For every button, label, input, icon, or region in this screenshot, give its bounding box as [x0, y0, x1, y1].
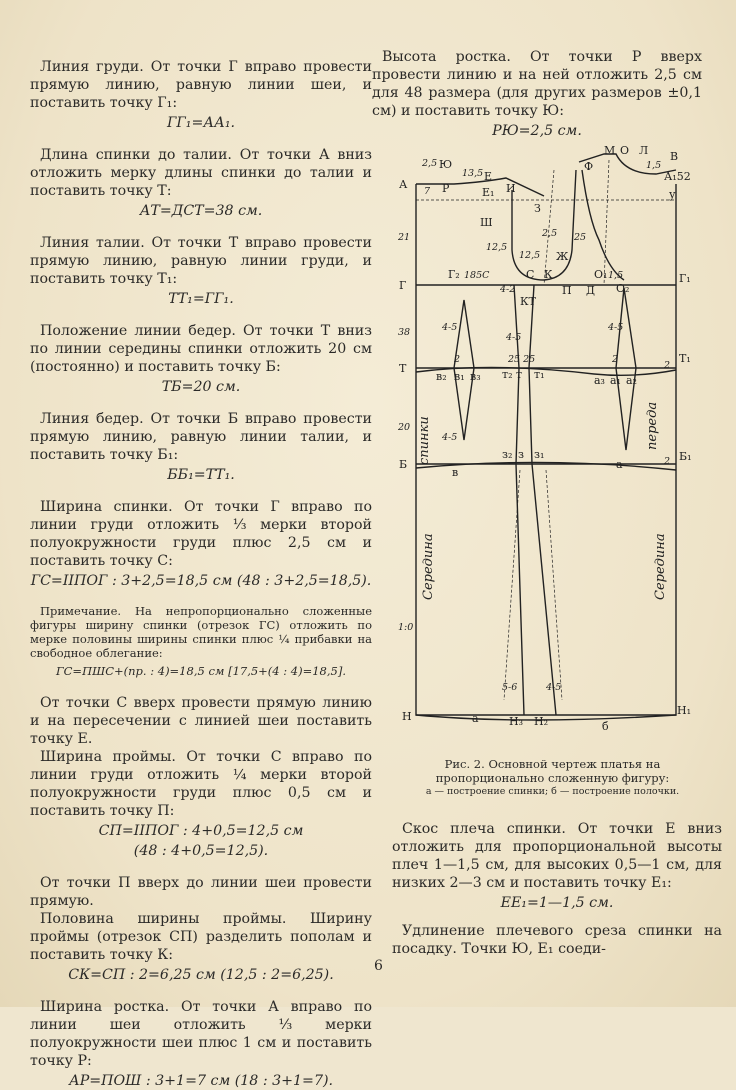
dimension-label: 4-5: [442, 432, 458, 443]
pattern-label: Б₁: [679, 450, 692, 463]
caption-legend: а — построение спинки; б — построение полочки.: [425, 786, 680, 797]
page-number: 6: [374, 958, 383, 974]
dimension-label: 4-5: [608, 322, 624, 333]
formula: ТБ=20 см.: [161, 379, 241, 395]
dimension-label: 2: [664, 456, 671, 467]
pattern-label: М: [604, 144, 616, 157]
pattern-label: в₃: [470, 370, 481, 383]
pattern-label: Г: [399, 279, 407, 292]
pattern-label: в₁: [454, 370, 465, 383]
dimension-label: 2: [454, 354, 461, 365]
formula: (48 : 4+0,5=12,5).: [133, 843, 269, 859]
pattern-label: в: [452, 466, 459, 479]
pattern-label: О₂: [616, 282, 630, 295]
pattern-label: Н₃: [509, 715, 524, 728]
formula: РЮ=2,5 см.: [492, 123, 582, 139]
pattern-label: КТ: [520, 295, 536, 308]
pattern-label: В: [670, 150, 679, 163]
pattern-label: з₁: [534, 448, 545, 461]
note-paragraph: Примечание. На непропорционально сложенные фигуры ширину спинки (отрезок ГС) отложить по мерке половины ширины спинки плюс ¼ прибавки на свободное облегание:: [30, 604, 372, 660]
paragraph-back-width: Ширина спинки. От точки Г вправо по линии груди отложить ⅓ мерки второй полуокружности груди плюс 2,5 см и поставить точку С:: [30, 499, 372, 569]
pattern-label: Н₂: [534, 715, 549, 728]
pattern-label: т: [516, 368, 523, 381]
pattern-label: з: [518, 448, 524, 461]
dimension-label: 1,5: [608, 270, 624, 281]
dimension-label: 4-5: [442, 322, 458, 333]
pattern-label: О: [620, 144, 630, 157]
formula: СК=СП : 2=6,25 см (12,5 : 2=6,25).: [68, 967, 334, 983]
caption-title: Рис. 2. Основной чертеж платья на пропорционально сложенную фигуру:: [435, 757, 670, 785]
pattern-label: З: [534, 202, 541, 215]
pattern-label: в₂: [436, 370, 447, 383]
pattern-label: а₁: [610, 374, 621, 387]
pattern-label: т₁: [534, 368, 545, 381]
dimension-label: 1:0: [398, 622, 414, 633]
paragraph-shoulder-slope: Скос плеча спинки. От точки Е вниз отложить для пропорциональной высоты плеч 1—1,5 см, для высоких 0,5—1 см, для низких 2—3 см и поставить точку Е₁:: [392, 821, 722, 891]
dimension-label: 4-5: [546, 682, 562, 693]
formula: АР=ПОШ : 3+1=7 см (18 : 3+1=7).: [68, 1073, 334, 1089]
note-formula: ГС=ПШС+(пр. : 4)=18,5 см [17,5+(4 : 4)=18,5].: [56, 664, 346, 678]
pattern-drawing: [394, 140, 694, 740]
pattern-label: б: [602, 720, 609, 733]
pattern-outline: [416, 184, 676, 715]
pattern-label: С: [526, 268, 535, 281]
dimension-label: 20: [398, 422, 411, 433]
dimension-label: 5-6: [502, 682, 518, 693]
pattern-label: К: [544, 268, 553, 281]
pattern-label: Р: [442, 182, 450, 195]
pattern-label: О₁: [594, 268, 608, 281]
paragraph-point-p: От точки П вверх до линии шеи провести прямую.: [30, 875, 372, 909]
pattern-label: Т: [399, 362, 407, 375]
pattern-label: Е₁: [482, 186, 495, 199]
pattern-label: т₂: [502, 368, 513, 381]
formula: ББ₁=ТТ₁.: [167, 467, 235, 483]
pattern-label: Б: [399, 458, 408, 471]
pattern-label: Ю: [439, 158, 453, 171]
label-center-front: Середина: [653, 533, 668, 600]
dimension-label: 4-5: [506, 332, 522, 343]
pattern-label: а: [472, 712, 479, 725]
label-front: переда: [645, 401, 660, 450]
dimension-label: 7: [424, 186, 431, 197]
pattern-label: Г₂: [448, 268, 460, 281]
paragraph-armhole-width: Ширина проймы. От точки С вправо по линии груди отложить ¼ мерки второй полуокружности груди плюс 0,5 см и поставить точку П:: [30, 749, 372, 819]
pattern-label: Г₁: [679, 272, 691, 285]
pattern-label: Т₁: [679, 352, 691, 365]
paragraph-chest-line: Линия груди. От точки Г вправо провести прямую линию, равную линии шеи, и поставить точку Г₁:: [30, 59, 372, 111]
dimension-label: 25 25: [508, 354, 536, 365]
left-column: [30, 58, 372, 1090]
formula: ГС=IIПОГ : 3+2,5=18,5 см (48 : 3+2,5=18,5).: [30, 573, 372, 589]
pattern-label: Е: [484, 170, 493, 183]
paragraph-hip-line: Линия бедер. От точки Б вправо провести прямую линию, равную линии талии, и поставить точку Б₁:: [30, 411, 372, 463]
pattern-label: А: [399, 178, 408, 191]
pattern-label: Ф: [584, 160, 594, 173]
figure-caption: [400, 757, 705, 798]
pattern-label: Ж: [556, 250, 569, 263]
dimension-label: 38: [398, 327, 411, 338]
pattern-label: И: [506, 182, 516, 195]
formula: АТ=ДСТ=38 см.: [139, 203, 263, 219]
pattern-label: П: [562, 284, 572, 297]
formula: ТТ₁=ГГ₁.: [168, 291, 234, 307]
pattern-label: а₃: [594, 374, 605, 387]
pattern-label: Н: [402, 710, 412, 723]
paragraph-neck-height: Высота ростка. От точки Р вверх провести линию и на ней отложить 2,5 см для 48 размера (для других размеров ±0,1 см) и поставить точку Ю:: [372, 49, 702, 119]
right-column-bottom: [392, 820, 722, 958]
pattern-label: Ш: [480, 216, 493, 229]
pattern-label: а: [616, 458, 623, 471]
paragraph-shoulder-ease: Удлинение плечевого среза спинки на посадку. Точки Ю, Е₁ соеди-: [392, 923, 722, 957]
formula: ГГ₁=АА₁.: [166, 115, 236, 131]
paragraph-point-e: От точки С вверх провести прямую линию и на пересечении с линией шеи поставить точку Е.: [30, 695, 372, 747]
paragraph-hip-position: Положение линии бедер. От точки Т вниз по линии середины спинки отложить 20 см (постоянно) и поставить точку Б:: [30, 323, 372, 375]
paragraph-half-armhole: Половина ширины проймы. Ширину проймы (отрезок СП) разделить пополам и поставить точку К:: [30, 911, 372, 963]
pattern-label: з₂: [502, 448, 513, 461]
paragraph-back-length: Длина спинки до талии. От точки А вниз отложить мерку длины спинки до талии и поставить точку Т:: [30, 147, 372, 199]
pattern-label: у: [669, 188, 676, 201]
dimension-label: 2,5: [542, 228, 558, 239]
pattern-label: Н₁: [677, 704, 692, 717]
right-column-top: [372, 48, 702, 140]
pattern-label: Д: [586, 284, 595, 297]
formula: СП=IIПОГ : 4+0,5=12,5 см: [98, 823, 304, 839]
dimension-label: 25: [574, 232, 587, 243]
paragraph-neck-width: Ширина ростка. От точки А вправо по линии шеи отложить ⅓ мерки полуокружности шеи плюс 1 см и поставить точку Р:: [30, 999, 372, 1069]
label-back: спинки: [417, 416, 432, 465]
dimension-label: 13,5: [462, 168, 484, 179]
dimension-label: 12,5: [519, 250, 541, 261]
dimension-label: 1,5: [646, 160, 662, 171]
dimension-label: 185С: [464, 270, 490, 281]
dimension-label: 2: [612, 354, 619, 365]
label-center-back: Середина: [421, 533, 436, 600]
paragraph-waist-line: Линия талии. От точки Т вправо провести прямую линию, равную линии груди, и поставить точку Т₁:: [30, 235, 372, 287]
dimension-label: 12,5: [486, 242, 508, 253]
pattern-label: А₁52: [664, 170, 691, 183]
dimension-label: 4-2: [500, 284, 516, 295]
dimension-label: 2: [664, 360, 671, 371]
pattern-label: а₂: [626, 374, 637, 387]
dimension-label: 2,5: [422, 158, 438, 169]
pattern-label: Л: [639, 144, 649, 157]
dimension-label: 21: [398, 232, 411, 243]
formula: ЕЕ₁=1—1,5 см.: [500, 895, 614, 911]
